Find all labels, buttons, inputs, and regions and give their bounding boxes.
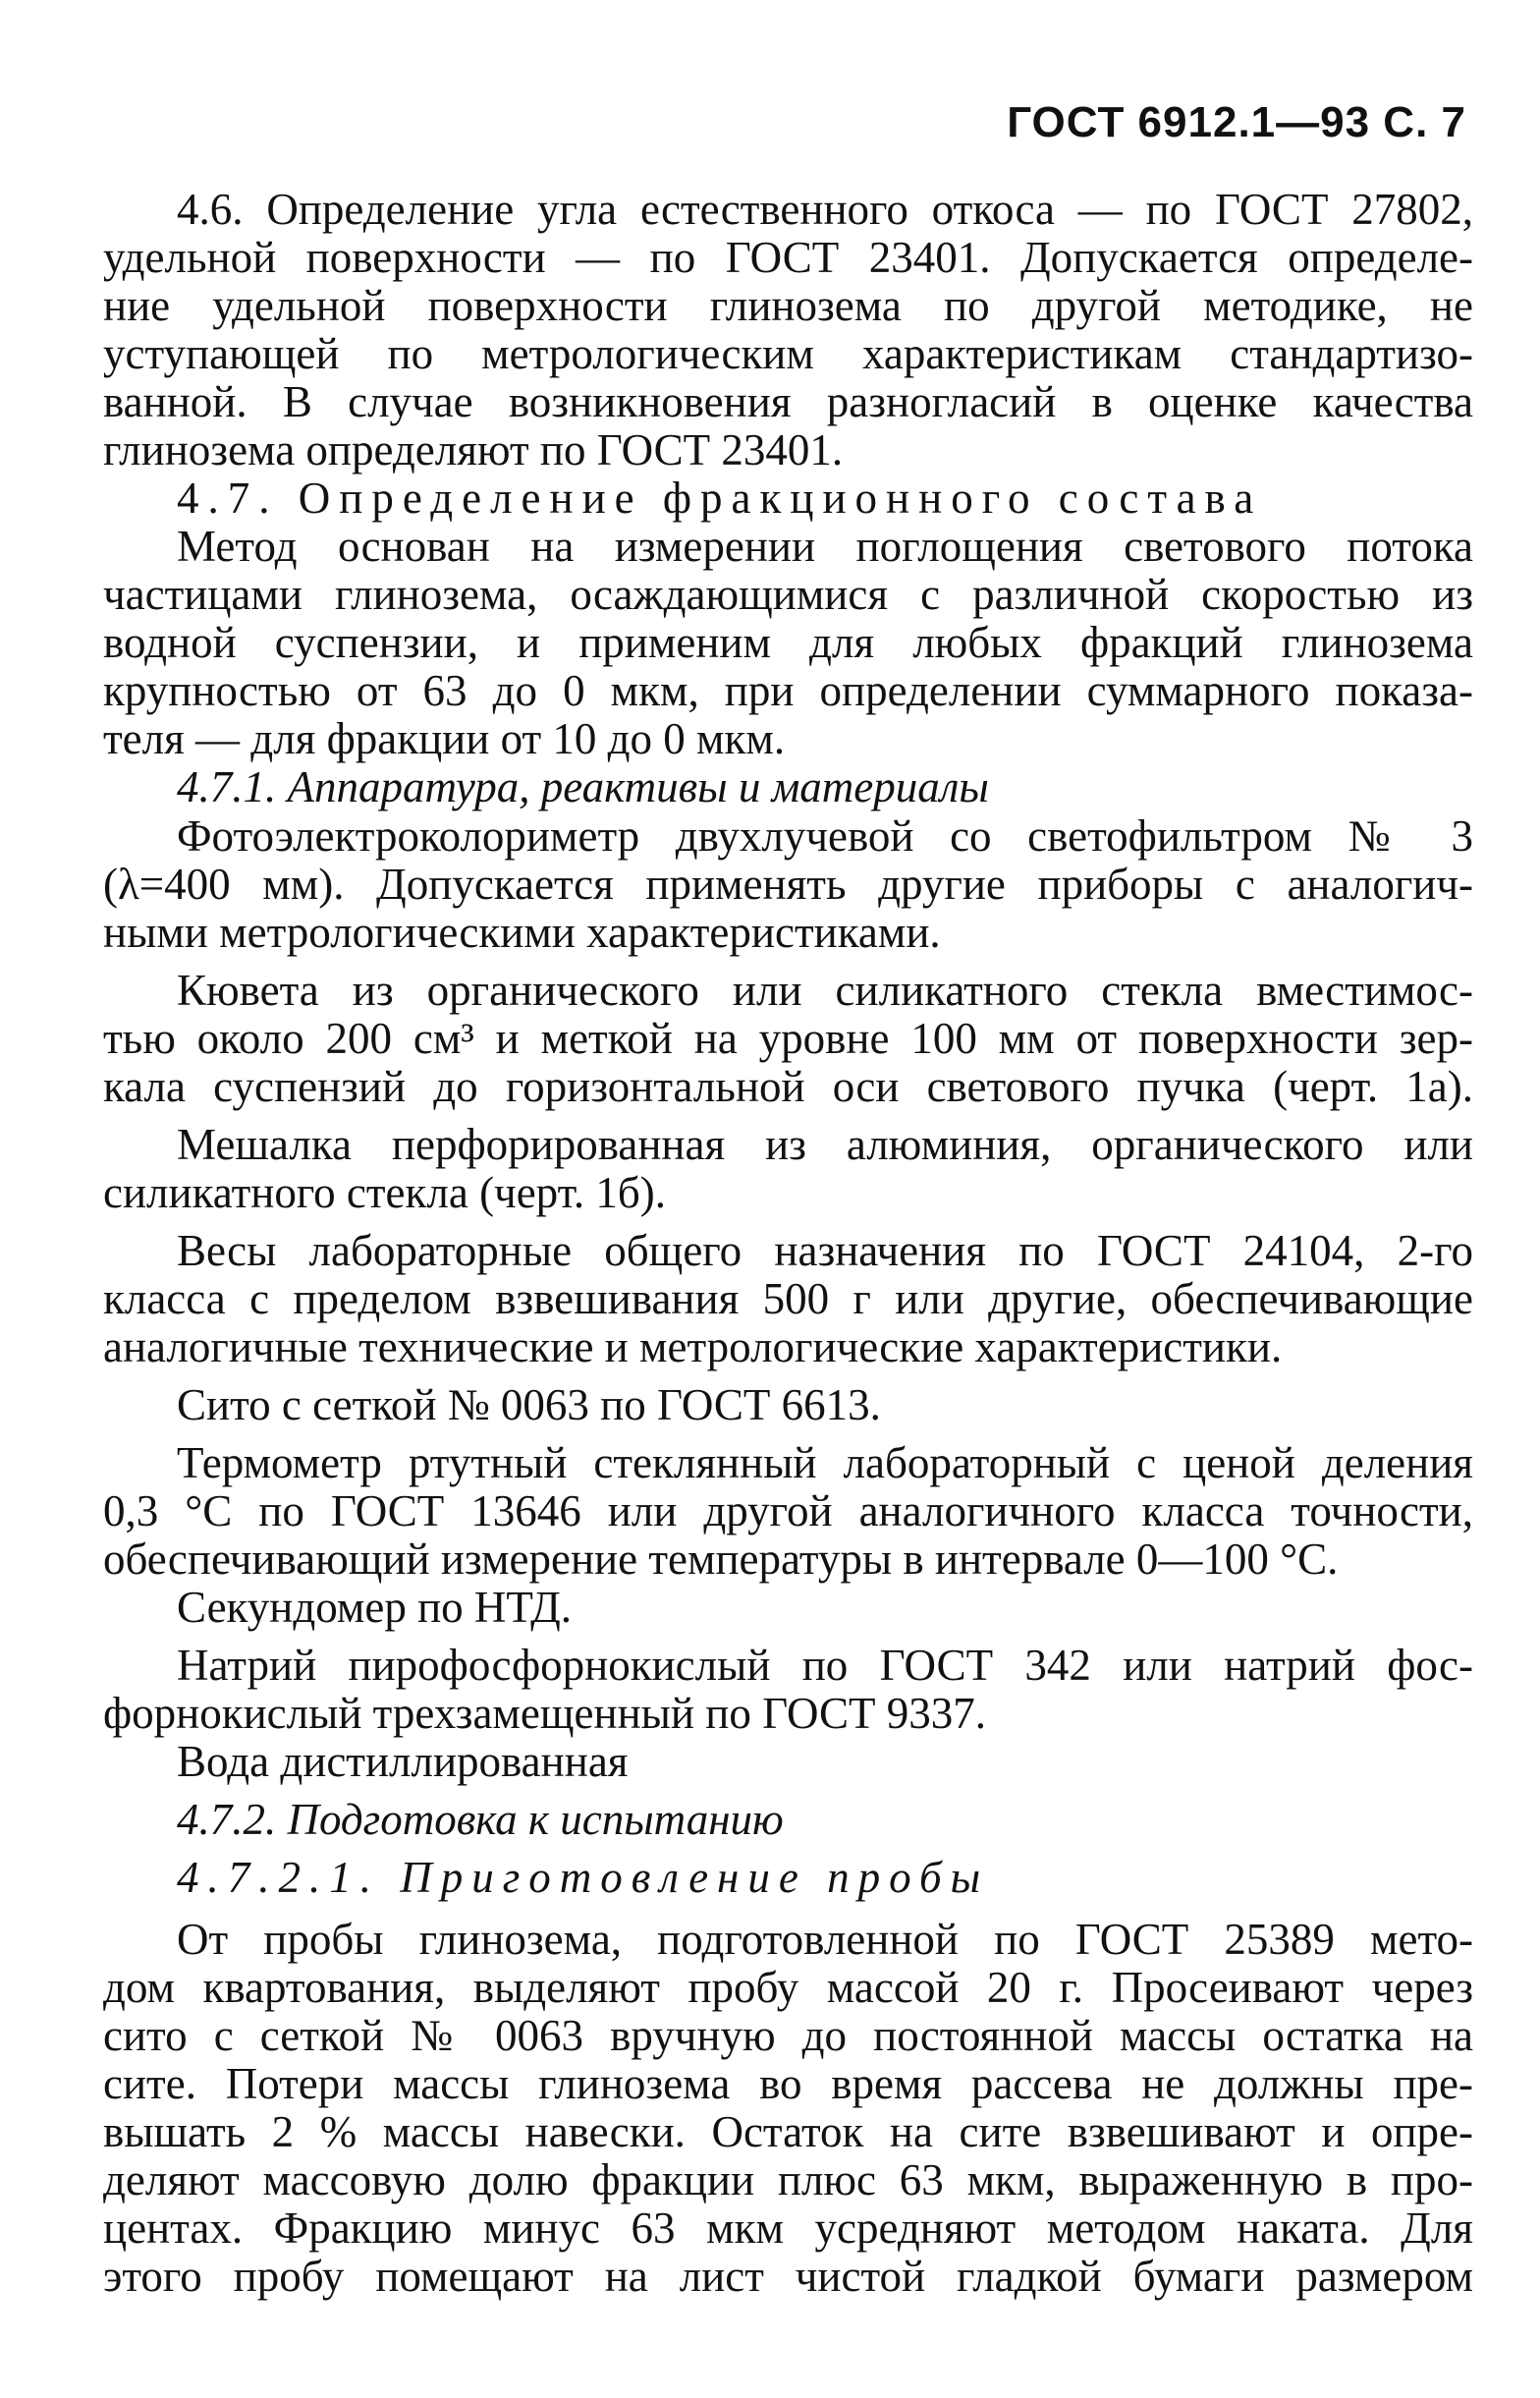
- text-line: удельной поверхности — по ГОСТ 23401. Допускается определе-: [103, 233, 1473, 282]
- section-heading: 4.7.2. Подготовка к испытанию: [177, 1795, 784, 1844]
- text-line: ными метрологическими характеристиками.: [103, 908, 941, 957]
- text-line: Натрий пирофосфорнокислый по ГОСТ 342 или натрий фос-: [177, 1641, 1473, 1690]
- section-heading: 4.7. Определение фракционного состава: [177, 474, 1263, 523]
- text-line: От пробы глинозема, подготовленной по ГОСТ 25389 мето-: [177, 1915, 1473, 1964]
- text-line: тью около 200 см³ и меткой на уровне 100 мм от поверхности зер-: [103, 1014, 1473, 1063]
- text-line: сито с сеткой № 0063 вручную до постоянной массы остатка на: [103, 2011, 1473, 2060]
- text-line: деляют массовую долю фракции плюс 63 мкм, выраженную в про-: [103, 2155, 1473, 2204]
- text-line: ванной. В случае возникновения разногласий в оценке качества: [103, 377, 1473, 426]
- text-line: дом квартования, выделяют пробу массой 20 г. Просеивают через: [103, 1963, 1473, 2012]
- text-line: Мешалка перфорированная из алюминия, органического или: [177, 1120, 1473, 1169]
- page-header: ГОСТ 6912.1—93 С. 7: [1007, 98, 1466, 146]
- text-line: Секундомер по НТД.: [177, 1583, 573, 1632]
- text-line: (λ=400 мм). Допускается применять другие приборы с аналогич-: [103, 860, 1473, 909]
- text-line: Фотоэлектроколориметр двухлучевой со светофильтром № 3: [177, 811, 1473, 861]
- text-line: Метод основан на измерении поглощения светового потока: [177, 522, 1473, 571]
- text-line: форнокислый трехзамещенный по ГОСТ 9337.: [103, 1689, 987, 1738]
- text-line: Сито с сеткой № 0063 по ГОСТ 6613.: [177, 1380, 881, 1429]
- text-line: сите. Потери массы глинозема во время рассева не должны пре-: [103, 2059, 1473, 2108]
- text-line: Кювета из органического или силикатного стекла вместимос-: [177, 966, 1473, 1015]
- text-line: глинозема определяют по ГОСТ 23401.: [103, 425, 844, 474]
- section-heading: 4.7.1. Аппаратура, реактивы и материалы: [177, 762, 989, 811]
- section-heading: 4.7.2.1. Приготовление пробы: [177, 1853, 990, 1902]
- text-line: класса с пределом взвешивания 500 г или другие, обеспечивающие: [103, 1274, 1473, 1323]
- text-line: Вода дистиллированная: [177, 1737, 629, 1786]
- text-line: уступающей по метрологическим характеристикам стандартизо-: [103, 329, 1473, 378]
- text-line: теля — для фракции от 10 до 0 мкм.: [103, 714, 786, 763]
- text-line: этого пробу помещают на лист чистой гладкой бумаги размером: [103, 2252, 1473, 2301]
- text-line: 0,3 °С по ГОСТ 13646 или другой аналогичного класса точности,: [103, 1486, 1473, 1535]
- text-line: водной суспензии, и применим для любых фракций глинозема: [103, 618, 1473, 667]
- text-line: аналогичные технические и метрологические характеристики.: [103, 1322, 1283, 1371]
- text-line: кала суспензий до горизонтальной оси светового пучка (черт. 1а).: [103, 1062, 1473, 1111]
- text-line: 4.6. Определение угла естественного откоса — по ГОСТ 27802,: [177, 185, 1473, 234]
- text-line: частицами глинозема, осаждающимися с различной скоростью из: [103, 570, 1473, 619]
- text-line: центах. Фракцию минус 63 мкм усредняют методом наката. Для: [103, 2203, 1473, 2253]
- text-line: вышать 2 % массы навески. Остаток на сите взвешивают и опре-: [103, 2107, 1473, 2156]
- text-line: обеспечивающий измерение температуры в интервале 0—100 °С.: [103, 1534, 1339, 1584]
- text-line: ние удельной поверхности глинозема по другой методике, не: [103, 281, 1473, 330]
- text-line: Весы лабораторные общего назначения по ГОСТ 24104, 2-го: [177, 1226, 1473, 1275]
- text-line: силикатного стекла (черт. 1б).: [103, 1168, 666, 1217]
- text-line: Термометр ртутный стеклянный лабораторный с ценой деления: [177, 1438, 1473, 1487]
- text-line: крупностью от 63 до 0 мкм, при определении суммарного показа-: [103, 666, 1473, 715]
